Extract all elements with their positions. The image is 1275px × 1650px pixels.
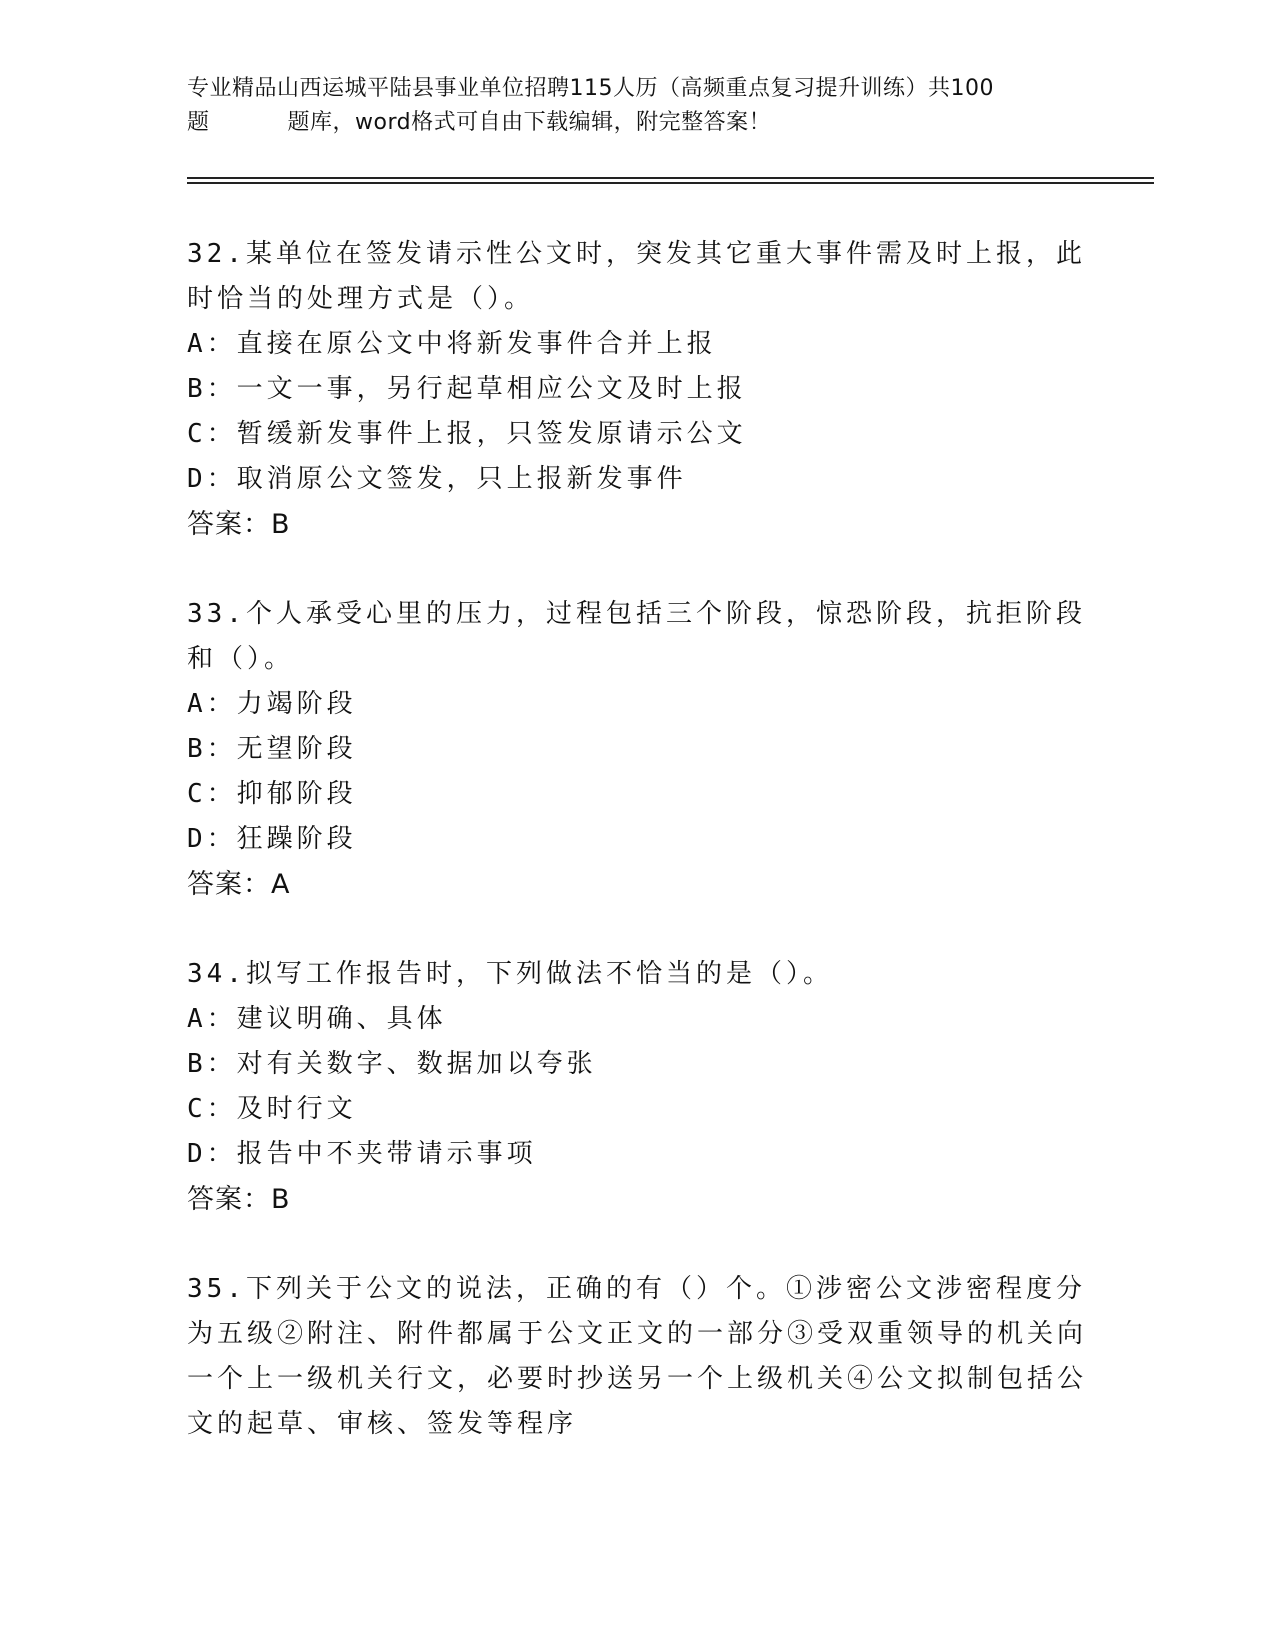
question-32 (187, 232, 1087, 547)
header-divider-top (187, 177, 1154, 179)
question-stem: 35.下列关于公文的说法，正确的有（）个。①涉密公文涉密程度分为五级②附注、附件都属于公文正文的一部分③受双重领导的机关向一个上一级机关行文，必要时抄送另一个上级机关④公文拟制包括公文的起草、审核、签发等程序 (187, 1274, 1088, 1439)
option-b: B：对有关数字、数据加以夸张 (187, 1049, 597, 1079)
answer-line: 答案：B (187, 1184, 291, 1215)
question-33 (187, 592, 1087, 907)
header-title-line2 (187, 106, 1087, 140)
option-c: C：抑郁阶段 (187, 779, 357, 809)
option-c: C：及时行文 (187, 1094, 357, 1124)
header-title-line1: 专业精品山西运城平陆县事业单位招聘115人历（高频重点复习提升训练）共100 (187, 76, 994, 101)
header-title-line2-rest: 题库，word格式可自由下载编辑，附完整答案！ (287, 110, 772, 135)
option-b: B：一文一事，另行起草相应公文及时上报 (187, 374, 747, 404)
option-d: D：狂躁阶段 (187, 824, 357, 854)
question-34 (187, 952, 1087, 1222)
header-divider-bottom (187, 182, 1154, 184)
option-a: A：直接在原公文中将新发事件合并上报 (187, 329, 717, 359)
option-a: A：建议明确、具体 (187, 1004, 447, 1034)
header-title-line2-start: 题 (187, 110, 210, 135)
question-list (187, 232, 1087, 1492)
document-header (187, 72, 1087, 140)
question-stem: 34.拟写工作报告时，下列做法不恰当的是（）。 (187, 959, 833, 989)
question-35 (187, 1267, 1087, 1447)
option-a: A：力竭阶段 (187, 689, 357, 719)
answer-line: 答案：A (187, 869, 291, 900)
question-stem: 33.个人承受心里的压力，过程包括三个阶段，惊恐阶段，抗拒阶段和（）。 (187, 599, 1086, 674)
answer-line: 答案：B (187, 509, 291, 540)
option-d: D：报告中不夹带请示事项 (187, 1139, 537, 1169)
question-stem: 32.某单位在签发请示性公文时，突发其它重大事件需及时上报，此时恰当的处理方式是（）。 (187, 239, 1086, 314)
option-c: C：暂缓新发事件上报，只签发原请示公文 (187, 419, 747, 449)
option-b: B：无望阶段 (187, 734, 357, 764)
option-d: D：取消原公文签发，只上报新发事件 (187, 464, 687, 494)
